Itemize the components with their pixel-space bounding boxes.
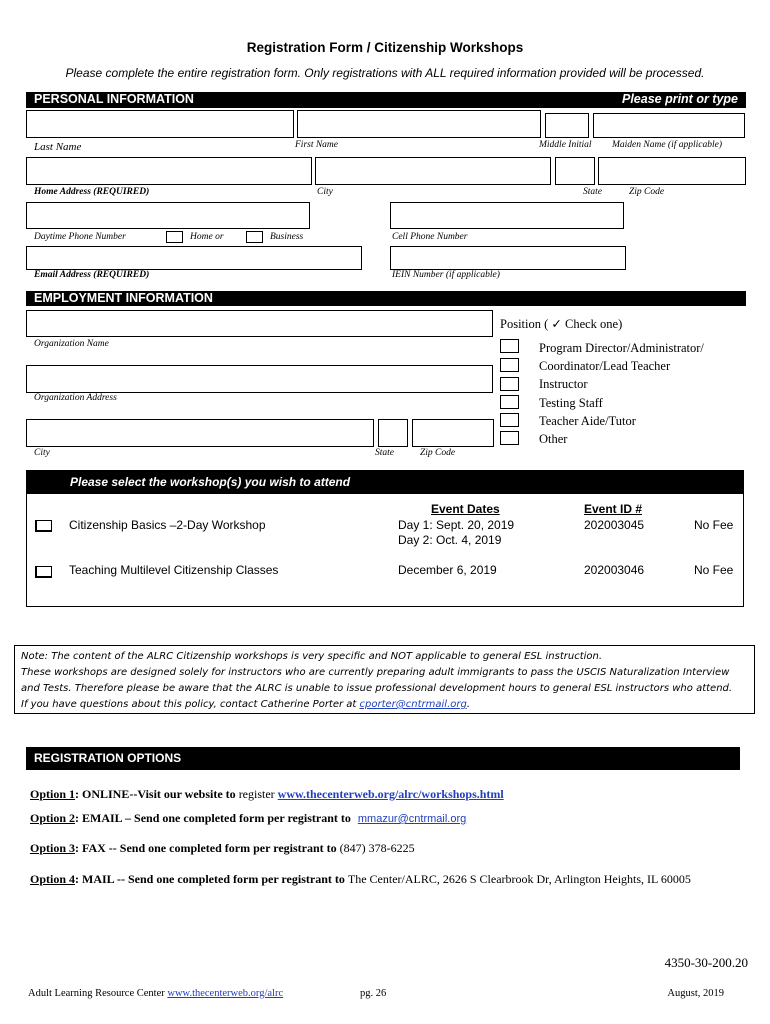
policy-note-line-4 [21, 697, 754, 713]
position-checkbox-teacher-aide[interactable] [500, 413, 519, 427]
policy-note-line-3: and Tests. Therefore please be aware that the ALRC is unable to issue professional development hours to general ESL instructors who attend. [21, 683, 733, 694]
organization-state-field[interactable] [378, 419, 408, 447]
option-2-text: : EMAIL – Send one completed form per registrant to [75, 811, 354, 825]
registration-option-3 [30, 841, 415, 856]
employment-heading-text: EMPLOYMENT INFORMATION [34, 291, 213, 305]
maiden-name-label: Maiden Name (if applicable) [612, 140, 723, 150]
business-label: Business [270, 232, 304, 242]
business-phone-checkbox[interactable] [246, 231, 263, 243]
city-label: City [317, 187, 333, 197]
personal-information-heading [26, 92, 746, 108]
position-option-teacher-aide: Teacher Aide/Tutor [539, 414, 636, 428]
footer-website-link[interactable]: www.thecenterweb.org/alrc [167, 988, 284, 999]
workshop-heading-text: Please select the workshop(s) you wish to attend [70, 475, 351, 489]
page-number: pg. 26 [360, 988, 387, 999]
organization-name-field[interactable] [26, 310, 493, 337]
zip-code-field[interactable] [598, 157, 746, 185]
last-name-label: Last Name [34, 141, 82, 153]
workshop-date-multilevel: December 6, 2019 [398, 563, 497, 577]
workshop-checkbox-multilevel[interactable] [35, 566, 52, 578]
policy-note-line-2: These workshops are designed solely for instructors who are currently preparing adult immigrants to pass the USCIS Naturalization Interview [21, 667, 730, 678]
event-id-header: Event ID # [584, 502, 643, 516]
home-phone-checkbox[interactable] [166, 231, 183, 243]
home-address-label: Home Address (REQUIRED) [34, 187, 150, 197]
email-address-field[interactable] [26, 246, 362, 270]
fax-number: (847) 378-6225 [339, 841, 415, 855]
registration-options-heading [26, 747, 740, 770]
footer-organization [28, 988, 283, 999]
option-1-text: : ONLINE--Visit our website to [75, 787, 239, 801]
option-1-plain: register [238, 787, 278, 801]
position-option-director: Program Director/Administrator/ [539, 341, 704, 355]
employment-information-heading [26, 291, 746, 306]
workshop-name-multilevel: Teaching Multilevel Citizenship Classes [69, 563, 279, 577]
home-address-field[interactable] [26, 157, 312, 185]
workshop-id-multilevel: 202003046 [584, 563, 645, 577]
form-number: 4350-30-200.20 [664, 955, 748, 970]
form-instruction: Please complete the entire registration form. Only registrations with ALL required information provided will be processed. [65, 66, 705, 80]
position-option-other: Other [539, 432, 568, 446]
organization-address-label: Organization Address [34, 393, 117, 403]
workshop-fee-multilevel: No Fee [694, 563, 734, 577]
option-3-label: Option 3 [30, 841, 76, 855]
organization-zip-field[interactable] [412, 419, 494, 447]
state-label: State [583, 187, 602, 197]
organization-zip-label: Zip Code [420, 448, 456, 458]
first-name-label: First Name [295, 140, 339, 150]
workshop-id-citizenship-basics: 202003045 [584, 518, 645, 532]
registration-option-1 [30, 787, 504, 802]
contact-email-link[interactable]: cporter@cntrmail.org [359, 699, 467, 710]
last-name-field[interactable] [26, 110, 294, 138]
iein-number-label: IEIN Number (if applicable) [392, 270, 500, 280]
policy-note-line-4-text: If you have questions about this policy, contact Catherine Porter at [21, 699, 360, 710]
mailing-address: The Center/ALRC, 2626 S Clearbrook Dr, Arlington Heights, IL 60005 [347, 872, 691, 886]
policy-note [14, 645, 755, 714]
maiden-name-field[interactable] [593, 113, 745, 138]
position-checkbox-director[interactable] [500, 339, 519, 353]
zip-code-label: Zip Code [629, 187, 665, 197]
position-checkbox-coordinator[interactable] [500, 358, 519, 372]
workshop-date2-citizenship-basics: Day 2: Oct. 4, 2019 [398, 533, 502, 547]
workshop-selection-heading [26, 470, 744, 494]
option-2-label: Option 2 [30, 811, 76, 825]
print-hint: Please print or type [621, 92, 738, 106]
position-checkbox-other[interactable] [500, 431, 519, 445]
policy-note-line-4-end: . [466, 699, 471, 710]
option-4-label: Option 4 [30, 872, 76, 886]
registration-option-4 [30, 872, 691, 887]
personal-heading-text: PERSONAL INFORMATION [34, 92, 194, 106]
position-option-testing-staff: Testing Staff [539, 396, 603, 410]
position-label: Position ( ✓ Check one) [500, 317, 623, 331]
registration-email-link[interactable]: mmazur@cntrmail.org [357, 813, 467, 825]
home-or-label: Home or [190, 232, 224, 242]
daytime-phone-label: Daytime Phone Number [34, 232, 126, 242]
organization-city-field[interactable] [26, 419, 374, 447]
page-title: Registration Form / Citizenship Workshops [246, 40, 524, 55]
policy-note-line-1: Note: The content of the ALRC Citizenship workshops is very specific and NOT applicable to general ESL instruction. [21, 651, 603, 662]
middle-initial-label: Middle Initial [539, 140, 592, 150]
workshops-website-link[interactable]: www.thecenterweb.org/alrc/workshops.html [277, 787, 504, 801]
registration-option-2 [30, 811, 466, 826]
organization-name-label: Organization Name [34, 339, 109, 349]
organization-address-field[interactable] [26, 365, 493, 393]
position-checkbox-testing-staff[interactable] [500, 395, 519, 409]
state-field[interactable] [555, 157, 595, 185]
position-checkbox-instructor[interactable] [500, 377, 519, 391]
cell-phone-label: Cell Phone Number [392, 232, 468, 242]
city-field[interactable] [315, 157, 551, 185]
workshop-name-citizenship-basics: Citizenship Basics –2-Day Workshop [69, 518, 266, 532]
option-1-label: Option 1 [30, 787, 76, 801]
event-dates-header: Event Dates [431, 502, 500, 516]
first-name-field[interactable] [297, 110, 541, 138]
position-option-instructor: Instructor [539, 377, 588, 391]
position-option-coordinator: Coordinator/Lead Teacher [539, 359, 671, 373]
footer-organization-name: Adult Learning Resource Center [28, 988, 168, 999]
footer-date: August, 2019 [667, 988, 724, 999]
middle-initial-field[interactable] [545, 113, 589, 138]
registration-heading-text: REGISTRATION OPTIONS [34, 751, 182, 765]
option-3-text: : FAX -- Send one completed form per registrant to [75, 841, 340, 855]
email-address-label: Email Address (REQUIRED) [34, 270, 150, 280]
iein-number-field[interactable] [390, 246, 626, 270]
organization-state-label: State [375, 448, 394, 458]
option-4-text: : MAIL -- Send one completed form per registrant to [75, 872, 348, 886]
workshop-fee-citizenship-basics: No Fee [694, 518, 734, 532]
cell-phone-field[interactable] [390, 202, 624, 229]
daytime-phone-field[interactable] [26, 202, 310, 229]
workshop-checkbox-citizenship-basics[interactable] [35, 520, 52, 532]
workshop-date1-citizenship-basics: Day 1: Sept. 20, 2019 [398, 518, 515, 532]
organization-city-label: City [34, 448, 50, 458]
